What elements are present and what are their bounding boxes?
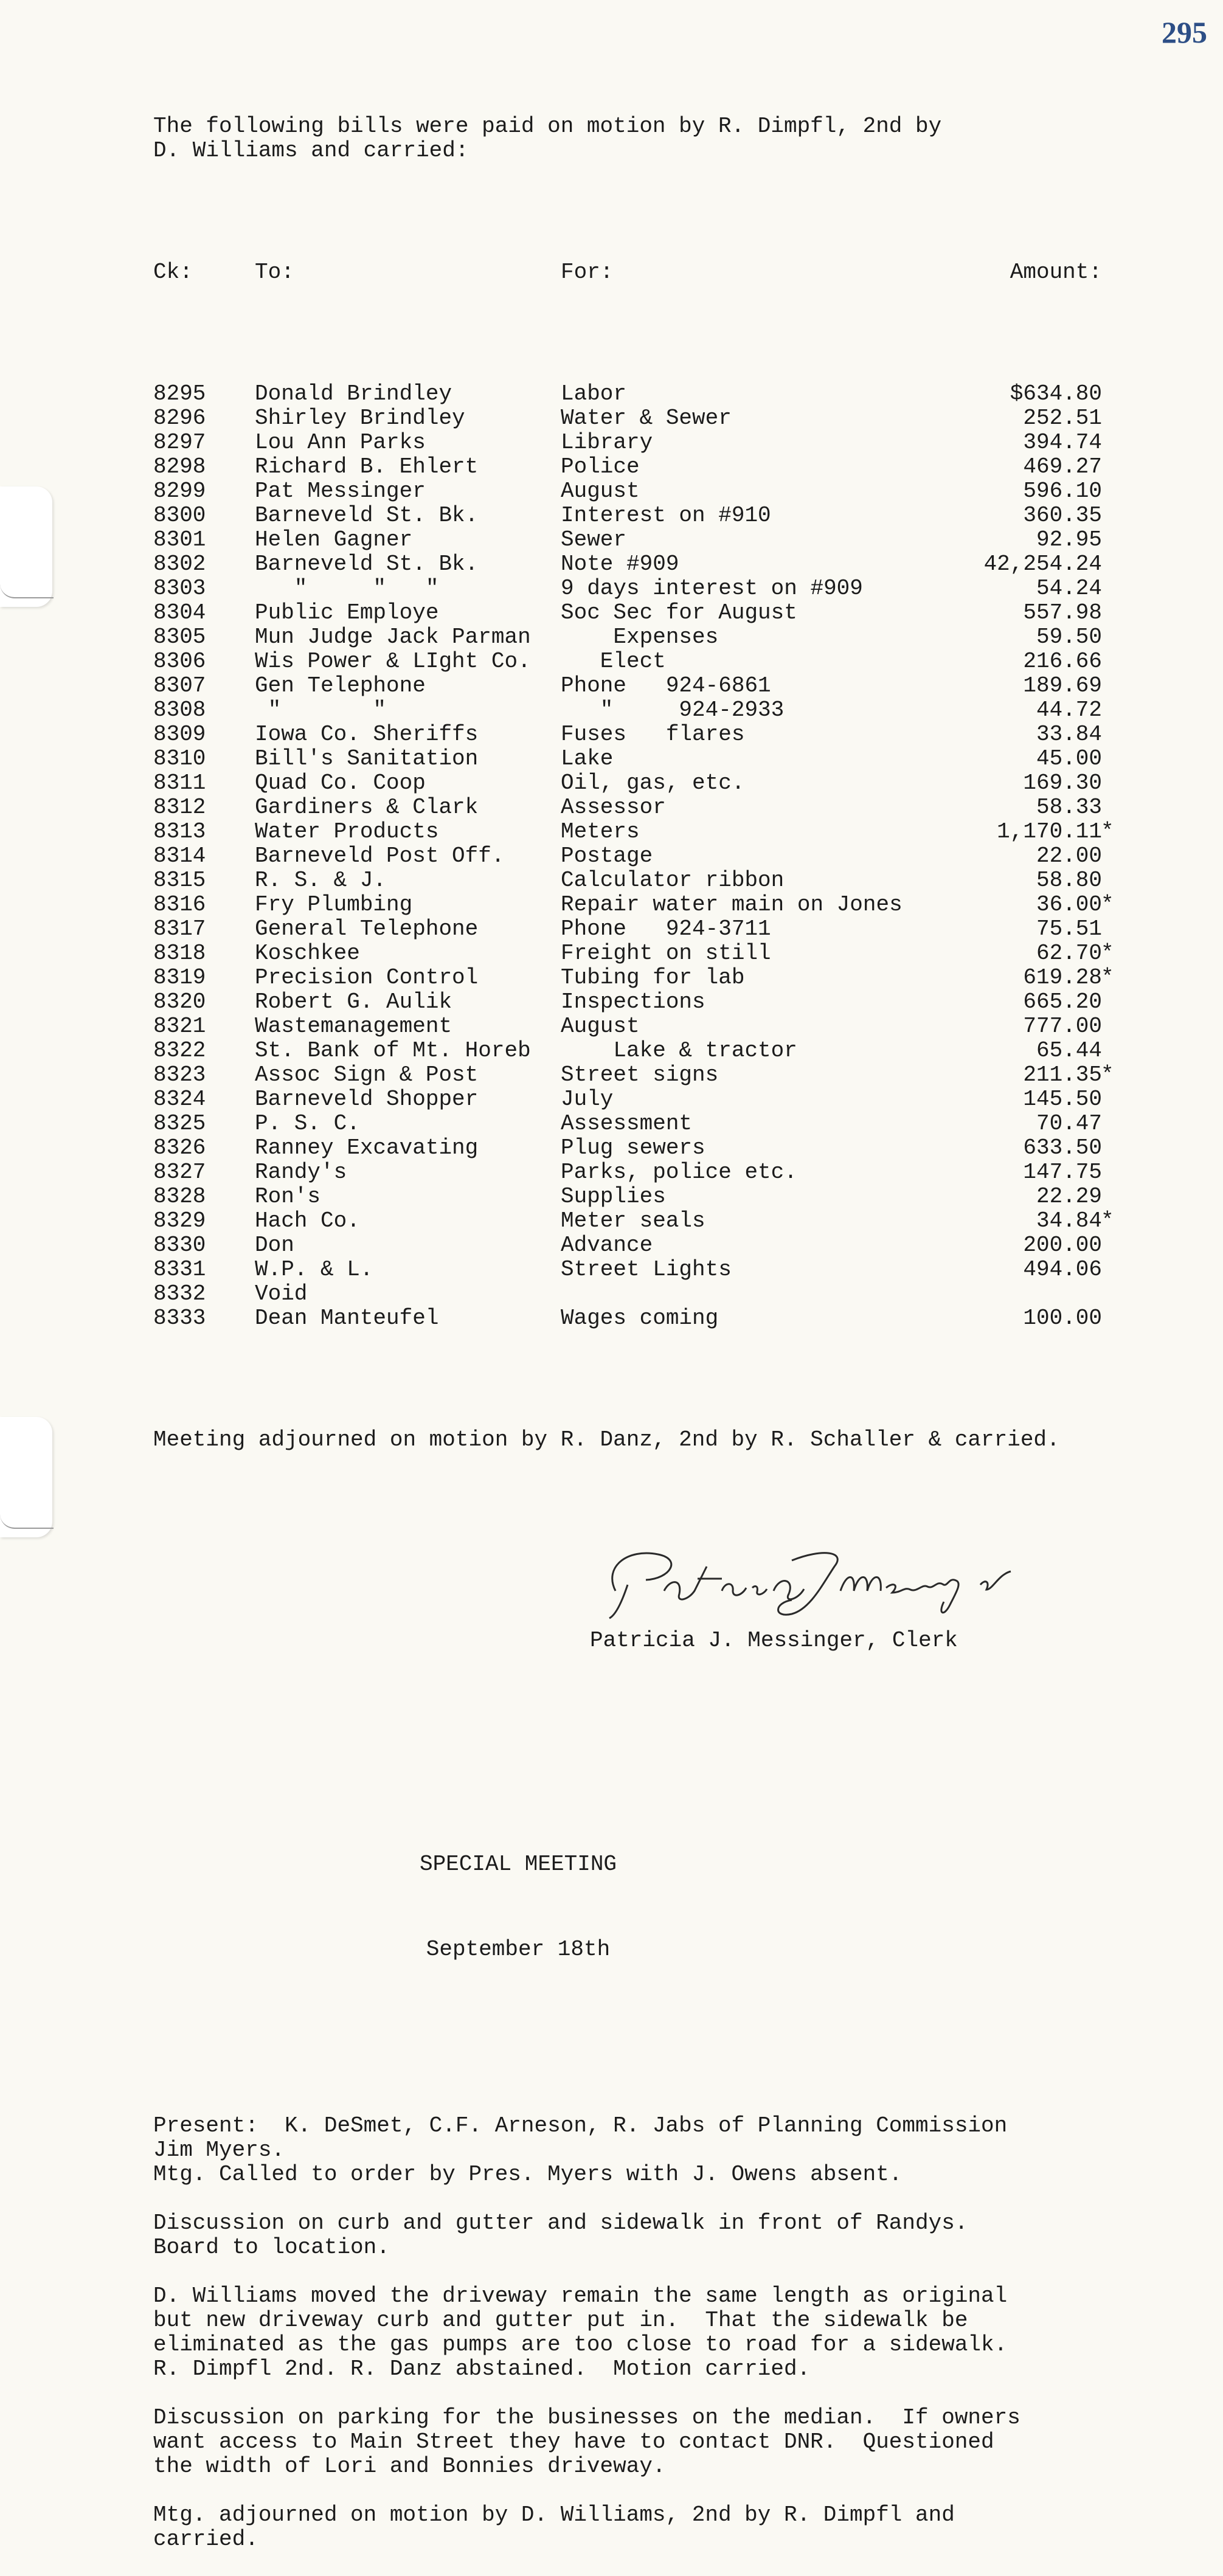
- bill-payee: Gardiners & Clark: [255, 795, 479, 820]
- bill-check-number: 8316: [153, 892, 206, 917]
- bill-row: [153, 771, 1175, 795]
- bill-amount: 58.33: [1036, 795, 1102, 820]
- bill-amount: 596.10: [1023, 479, 1102, 504]
- bill-amount: 252.51: [1023, 406, 1102, 431]
- bill-check-number: 8310: [153, 746, 206, 771]
- signature-block: [153, 1542, 1175, 1658]
- bill-amount: 59.50: [1036, 625, 1102, 649]
- special-meeting-heading: [153, 1798, 883, 2017]
- bill-payee: Void: [255, 1281, 308, 1306]
- bill-purpose: Repair water main on Jones: [561, 892, 903, 917]
- intro-paragraph: The following bills were paid on motion by R. Dimpfl, 2nd by D. Williams and carried:: [153, 114, 942, 163]
- bill-purpose: Meters: [561, 819, 640, 844]
- bill-amount: 169.30: [1023, 770, 1102, 795]
- bill-payee: Bill's Sanitation: [255, 746, 479, 771]
- bill-purpose: Tubing for lab: [561, 965, 745, 990]
- bill-check-number: 8319: [153, 965, 206, 990]
- bill-amount: 619.28: [1023, 965, 1102, 990]
- bill-purpose: Police: [561, 454, 640, 479]
- bill-row: [153, 1039, 1175, 1063]
- bill-payee: Iowa Co. Sheriffs: [255, 722, 479, 747]
- bill-purpose: Water & Sewer: [561, 406, 732, 431]
- bill-row: [153, 406, 1175, 431]
- bill-purpose: August: [561, 479, 640, 504]
- bill-amount: 777.00: [1023, 1014, 1102, 1039]
- bill-asterisk: *: [1101, 1208, 1114, 1233]
- bill-row: [153, 990, 1175, 1014]
- bill-payee: Barneveld St. Bk.: [255, 552, 479, 576]
- bill-row: [153, 820, 1175, 844]
- bill-row: [153, 552, 1175, 576]
- bill-purpose: July: [561, 1087, 614, 1112]
- minutes-paragraph: D. Williams moved the driveway remain the same length as original but new driveway curb and gutter put in. That the sidewalk be eliminated as the gas pumps are too close to road for a sidewalk. R. Dimpfl 2nd. R. Danz abstained. Motion carried.: [153, 2283, 1008, 2381]
- bill-check-number: 8324: [153, 1087, 206, 1112]
- bill-amount: 145.50: [1023, 1087, 1102, 1112]
- header-to: To:: [255, 260, 294, 285]
- bill-purpose: Fuses flares: [561, 722, 745, 747]
- bills-list: [153, 382, 1175, 1331]
- bill-payee: Barneveld Post Off.: [255, 843, 505, 868]
- bill-amount: 189.69: [1023, 673, 1102, 698]
- bill-check-number: 8309: [153, 722, 206, 747]
- bill-row: [153, 479, 1175, 504]
- bill-check-number: 8307: [153, 673, 206, 698]
- bill-row: [153, 941, 1175, 966]
- bill-row: [153, 1233, 1175, 1258]
- bill-row: [153, 893, 1175, 917]
- bill-row: [153, 1258, 1175, 1282]
- bill-amount: 62.70: [1036, 941, 1102, 966]
- bill-row: [153, 382, 1175, 406]
- bill-row: [153, 1087, 1175, 1112]
- bill-check-number: 8308: [153, 698, 206, 722]
- bill-asterisk: *: [1101, 892, 1114, 917]
- margin-mark-top: [0, 584, 54, 598]
- bill-payee: Barneveld Shopper: [255, 1087, 479, 1112]
- bill-purpose: Expenses: [561, 625, 719, 649]
- handwritten-signature: [591, 1542, 1029, 1621]
- bill-amount: 1,170.11: [997, 819, 1102, 844]
- bill-amount: 200.00: [1023, 1233, 1102, 1258]
- bill-row: [153, 674, 1175, 698]
- bill-row: [153, 722, 1175, 747]
- bill-payee: Ranney Excavating: [255, 1135, 479, 1160]
- bill-payee: Public Employe: [255, 600, 439, 625]
- bill-purpose: Wages coming: [561, 1306, 719, 1331]
- bill-payee: " " ": [255, 576, 439, 601]
- bill-amount: 100.00: [1023, 1306, 1102, 1331]
- bill-purpose: Lake & tractor: [561, 1038, 797, 1063]
- bill-row: [153, 431, 1175, 455]
- bill-check-number: 8321: [153, 1014, 206, 1039]
- bill-amount: 216.66: [1023, 649, 1102, 674]
- bill-payee: Wis Power & LIght Co.: [255, 649, 531, 674]
- bill-amount: 54.24: [1036, 576, 1102, 601]
- bill-row: [153, 1063, 1175, 1087]
- bill-payee: Fry Plumbing: [255, 892, 413, 917]
- bill-check-number: 8326: [153, 1135, 206, 1160]
- bill-payee: Ron's: [255, 1184, 321, 1209]
- bill-amount: 211.35: [1023, 1062, 1102, 1087]
- bill-purpose: Freight on still: [561, 941, 771, 966]
- header-amount: Amount:: [1010, 260, 1102, 285]
- bill-check-number: 8329: [153, 1208, 206, 1233]
- bill-amount: 45.00: [1036, 746, 1102, 771]
- bill-amount: 42,254.24: [983, 552, 1102, 576]
- bill-amount: 633.50: [1023, 1135, 1102, 1160]
- bill-amount: $634.80: [1010, 381, 1102, 406]
- bill-purpose: Parks, police etc.: [561, 1160, 797, 1185]
- bill-purpose: Assessment: [561, 1111, 693, 1136]
- bill-check-number: 8311: [153, 770, 206, 795]
- bill-payee: Robert G. Aulik: [255, 989, 452, 1014]
- bill-check-number: 8315: [153, 868, 206, 893]
- bill-check-number: 8317: [153, 916, 206, 941]
- bill-check-number: 8332: [153, 1281, 206, 1306]
- bill-payee: Mun Judge Jack Parman: [255, 625, 531, 649]
- bill-row: [153, 649, 1175, 674]
- bill-check-number: 8318: [153, 941, 206, 966]
- bill-asterisk: *: [1101, 941, 1114, 966]
- bill-row: [153, 698, 1175, 722]
- bill-payee: Pat Messinger: [255, 479, 426, 504]
- bill-check-number: 8322: [153, 1038, 206, 1063]
- bill-check-number: 8304: [153, 600, 206, 625]
- bill-purpose: Phone 924-6861: [561, 673, 771, 698]
- bill-purpose: " 924-2933: [561, 698, 785, 722]
- header-ck: Ck:: [153, 260, 193, 285]
- bill-purpose: Oil, gas, etc.: [561, 770, 745, 795]
- bill-check-number: 8299: [153, 479, 206, 504]
- bill-check-number: 8314: [153, 843, 206, 868]
- adjourn-statement: Meeting adjourned on motion by R. Danz, 2nd by R. Schaller & carried.: [153, 1427, 1060, 1452]
- bill-amount: 33.84: [1036, 722, 1102, 747]
- special-meeting-title: SPECIAL MEETING: [419, 1852, 617, 1877]
- bill-payee: Gen Telephone: [255, 673, 426, 698]
- bill-check-number: 8298: [153, 454, 206, 479]
- bill-amount: 394.74: [1023, 430, 1102, 455]
- bill-payee: St. Bank of Mt. Horeb: [255, 1038, 531, 1063]
- bill-row: [153, 625, 1175, 649]
- bill-payee: Lou Ann Parks: [255, 430, 426, 455]
- bill-row: [153, 576, 1175, 601]
- bill-check-number: 8301: [153, 527, 206, 552]
- bill-check-number: 8330: [153, 1233, 206, 1258]
- bill-payee: " ": [255, 698, 387, 722]
- bill-check-number: 8297: [153, 430, 206, 455]
- bill-row: [153, 917, 1175, 941]
- bill-amount: 469.27: [1023, 454, 1102, 479]
- bill-check-number: 8305: [153, 625, 206, 649]
- margin-mark-bottom: [0, 1514, 54, 1529]
- bill-purpose: 9 days interest on #909: [561, 576, 863, 601]
- bill-row: [153, 747, 1175, 771]
- bills-header-row: [153, 260, 1175, 285]
- bill-check-number: 8295: [153, 381, 206, 406]
- bill-row: [153, 795, 1175, 820]
- special-meeting-date: September 18th: [426, 1937, 611, 1962]
- bill-purpose: Sewer: [561, 527, 627, 552]
- document-body: [153, 66, 1175, 2576]
- bill-purpose: Advance: [561, 1233, 653, 1258]
- bill-row: [153, 844, 1175, 868]
- bill-payee: Helen Gagner: [255, 527, 413, 552]
- bill-check-number: 8323: [153, 1062, 206, 1087]
- bill-purpose: Plug sewers: [561, 1135, 705, 1160]
- bill-row: [153, 868, 1175, 893]
- bill-amount: 34.84: [1036, 1208, 1102, 1233]
- bill-purpose: August: [561, 1014, 640, 1039]
- bill-payee: Richard B. Ehlert: [255, 454, 479, 479]
- bill-check-number: 8312: [153, 795, 206, 820]
- bill-row: [153, 1185, 1175, 1209]
- bill-purpose: Phone 924-3711: [561, 916, 771, 941]
- bill-payee: Barneveld St. Bk.: [255, 503, 479, 528]
- bill-payee: Hach Co.: [255, 1208, 360, 1233]
- bill-amount: 665.20: [1023, 989, 1102, 1014]
- page-number: 295: [1162, 15, 1207, 49]
- bill-check-number: 8300: [153, 503, 206, 528]
- bill-row: [153, 1014, 1175, 1039]
- bill-payee: Randy's: [255, 1160, 347, 1185]
- bill-purpose: Postage: [561, 843, 653, 868]
- bill-amount: 22.00: [1036, 843, 1102, 868]
- bill-check-number: 8333: [153, 1306, 206, 1331]
- bill-amount: 494.06: [1023, 1257, 1102, 1282]
- bill-payee: Wastemanagement: [255, 1014, 452, 1039]
- bill-amount: 65.44: [1036, 1038, 1102, 1063]
- bill-purpose: Library: [561, 430, 653, 455]
- bill-purpose: Assessor: [561, 795, 666, 820]
- minutes-paragraph: Discussion on curb and gutter and sidewalk in front of Randys. Board to location.: [153, 2211, 968, 2260]
- minutes-paragraph: Discussion on parking for the businesses on the median. If owners want access to Main Street they have to contact DNR. Questioned the width of Lori and Bonnies driveway.: [153, 2405, 1020, 2479]
- bill-payee: Don: [255, 1233, 294, 1258]
- bill-amount: 44.72: [1036, 698, 1102, 722]
- bill-purpose: Elect: [561, 649, 666, 674]
- bill-row: [153, 966, 1175, 990]
- bill-amount: 557.98: [1023, 600, 1102, 625]
- bill-payee: W.P. & L.: [255, 1257, 373, 1282]
- bill-amount: 92.95: [1036, 527, 1102, 552]
- bill-payee: Quad Co. Coop: [255, 770, 426, 795]
- bill-asterisk: *: [1101, 965, 1114, 990]
- bill-amount: 147.75: [1023, 1160, 1102, 1185]
- bill-payee: Precision Control: [255, 965, 479, 990]
- bill-purpose: Supplies: [561, 1184, 666, 1209]
- bill-payee: R. S. & J.: [255, 868, 387, 893]
- bill-asterisk: *: [1101, 1062, 1114, 1087]
- bill-payee: Assoc Sign & Post: [255, 1062, 479, 1087]
- bill-row: [153, 1136, 1175, 1160]
- bill-purpose: Labor: [561, 381, 627, 406]
- minutes-paragraph: Mtg. adjourned on motion by D. Williams, 2nd by R. Dimpfl and carried.: [153, 2502, 955, 2552]
- bill-purpose: Soc Sec for August: [561, 600, 797, 625]
- bill-row: [153, 528, 1175, 552]
- bill-purpose: Inspections: [561, 989, 705, 1014]
- bill-amount: 75.51: [1036, 916, 1102, 941]
- bill-row: [153, 1209, 1175, 1233]
- bill-row: [153, 1306, 1175, 1331]
- bill-purpose: Calculator ribbon: [561, 868, 785, 893]
- minutes-paragraph: Present: K. DeSmet, C.F. Arneson, R. Jabs of Planning Commission Jim Myers. Mtg. Called to order by Pres. Myers with J. Owens absent.: [153, 2113, 1008, 2187]
- bill-payee: Shirley Brindley: [255, 406, 465, 431]
- bill-purpose: Meter seals: [561, 1208, 705, 1233]
- bill-payee: General Telephone: [255, 916, 479, 941]
- bill-check-number: 8325: [153, 1111, 206, 1136]
- special-meeting-minutes: [153, 2114, 1175, 2552]
- bill-amount: 70.47: [1036, 1111, 1102, 1136]
- bill-amount: 36.00: [1036, 892, 1102, 917]
- bill-check-number: 8320: [153, 989, 206, 1014]
- bill-check-number: 8328: [153, 1184, 206, 1209]
- bill-check-number: 8306: [153, 649, 206, 674]
- bill-purpose: Street Lights: [561, 1257, 732, 1282]
- bill-row: [153, 1282, 1175, 1306]
- bill-payee: Water Products: [255, 819, 439, 844]
- header-for: For:: [561, 260, 614, 285]
- bill-purpose: Note #909: [561, 552, 679, 576]
- bill-row: [153, 1160, 1175, 1185]
- bill-payee: Donald Brindley: [255, 381, 452, 406]
- bill-check-number: 8313: [153, 819, 206, 844]
- bill-row: [153, 504, 1175, 528]
- bill-check-number: 8296: [153, 406, 206, 431]
- bill-payee: Dean Manteufel: [255, 1306, 439, 1331]
- bill-check-number: 8303: [153, 576, 206, 601]
- bill-check-number: 8302: [153, 552, 206, 576]
- bill-purpose: Street signs: [561, 1062, 719, 1087]
- bill-purpose: Lake: [561, 746, 614, 771]
- bill-payee: P. S. C.: [255, 1111, 360, 1136]
- bill-payee: Koschkee: [255, 941, 360, 966]
- bill-row: [153, 455, 1175, 479]
- bill-purpose: Interest on #910: [561, 503, 771, 528]
- bill-row: [153, 1112, 1175, 1136]
- bill-check-number: 8327: [153, 1160, 206, 1185]
- bill-amount: 22.29: [1036, 1184, 1102, 1209]
- clerk-name: Patricia J. Messinger, Clerk: [590, 1628, 958, 1653]
- bill-row: [153, 601, 1175, 625]
- bill-amount: 58.80: [1036, 868, 1102, 893]
- bill-amount: 360.35: [1023, 503, 1102, 528]
- bill-check-number: 8331: [153, 1257, 206, 1282]
- bill-asterisk: *: [1101, 819, 1114, 844]
